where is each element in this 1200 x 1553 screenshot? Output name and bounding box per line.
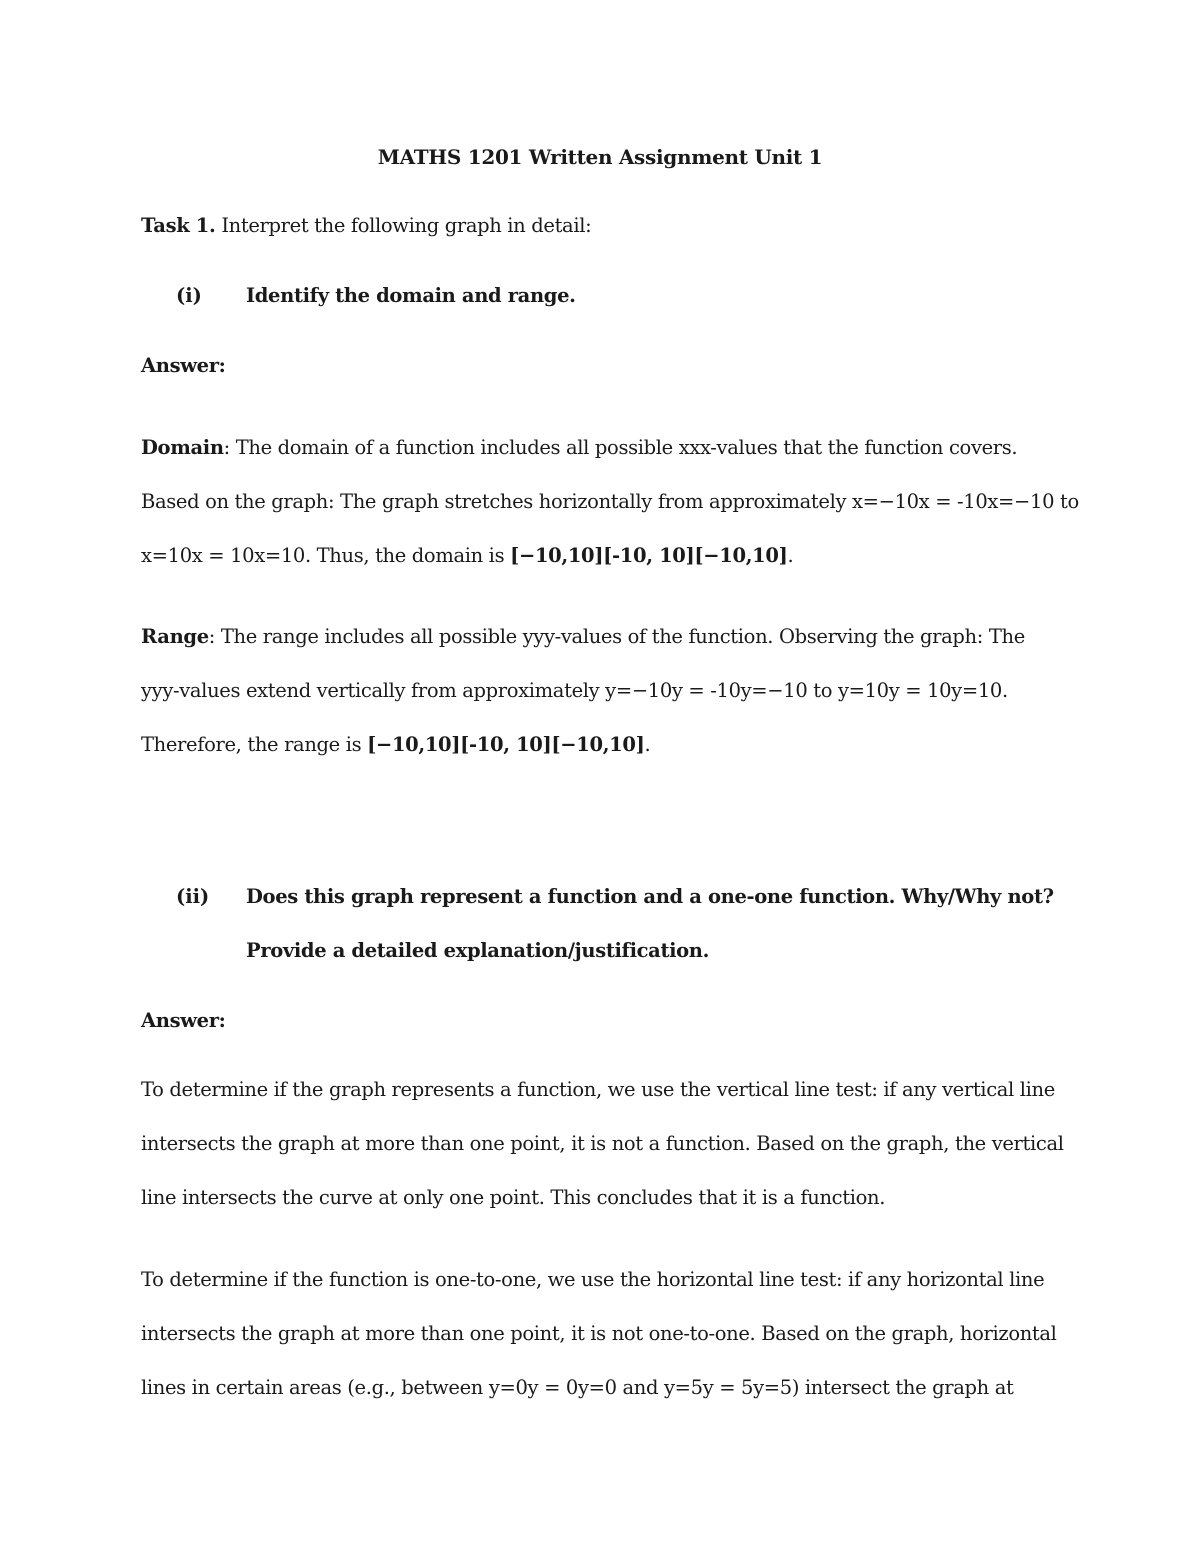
document-title: MATHS 1201 Written Assignment Unit 1 [377, 145, 823, 169]
domain-line-3 [141, 544, 793, 568]
answer-1-label: Answer: [141, 354, 226, 377]
vertical-test-line-1: To determine if the graph represents a function, we use the vertical line test: if any vertical line [141, 1078, 1055, 1101]
question-1-text: Identify the domain and range. [246, 284, 576, 307]
task-text: Interpret the following graph in detail: [215, 214, 592, 237]
domain-line-1-text: : The domain of a function includes all possible xxx-values that the function covers. [223, 436, 1018, 459]
question-2-line-2: Provide a detailed explanation/justification. [246, 939, 710, 962]
domain-line-2: Based on the graph: The graph stretches horizontally from approximately x=−10x = -10x=−10 to [141, 490, 1079, 513]
answer-2-label: Answer: [141, 1009, 226, 1032]
domain-line-1 [141, 436, 1017, 460]
range-line-3-post: . [644, 733, 651, 756]
range-line-1 [141, 625, 1025, 649]
domain-line-3-pre: x=10x = 10x=10. Thus, the domain is [141, 544, 511, 567]
horizontal-test-line-1: To determine if the function is one-to-one, we use the horizontal line test: if any horizontal line [141, 1268, 1045, 1291]
vertical-test-line-2: intersects the graph at more than one point, it is not a function. Based on the graph, the vertical [141, 1132, 1064, 1155]
range-label: Range [141, 625, 209, 648]
task-label: Task 1. [141, 214, 216, 237]
range-line-2: yyy-values extend vertically from approximately y=−10y = -10y=−10 to y=10y = 10y=10. [141, 679, 1008, 702]
domain-line-3-post: . [787, 544, 794, 567]
vertical-test-line-3: line intersects the curve at only one point. This concludes that it is a function. [141, 1186, 886, 1209]
range-interval: [−10,10][-10, 10][−10,10] [367, 733, 645, 756]
range-line-3 [141, 733, 650, 757]
task-line [141, 214, 591, 238]
horizontal-test-line-3: lines in certain areas (e.g., between y=0y = 0y=0 and y=5y = 5y=5) intersect the graph at [141, 1376, 1014, 1399]
range-line-3-pre: Therefore, the range is [141, 733, 368, 756]
question-2-line-1: Does this graph represent a function and a one-one function. Why/Why not? [246, 885, 1054, 908]
horizontal-test-line-2: intersects the graph at more than one point, it is not one-to-one. Based on the graph, horizontal [141, 1322, 1057, 1345]
domain-interval: [−10,10][-10, 10][−10,10] [510, 544, 788, 567]
question-1-number: (i) [176, 284, 202, 307]
range-line-1-text: : The range includes all possible yyy-values of the function. Observing the graph: The [208, 625, 1025, 648]
domain-label: Domain [141, 436, 224, 459]
question-2-number: (ii) [176, 885, 210, 908]
